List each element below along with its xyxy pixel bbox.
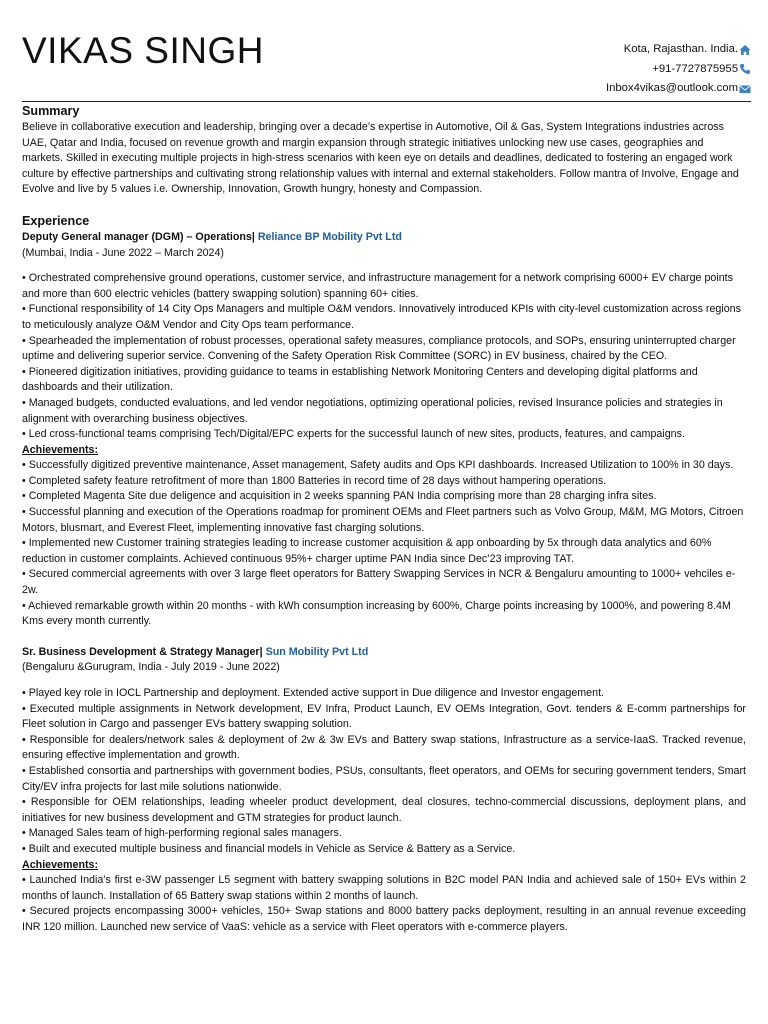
list-item: • Pioneered digitization initiatives, providing guidance to teams in establishing Network Monitoring Centers and developing digital platforms and dashboards and their utilization.	[22, 365, 698, 394]
location-text: Kota, Rajasthan. India.	[623, 43, 738, 55]
job-entry	[22, 230, 746, 630]
summary-text: Believe in collaborative execution and leadership, bringing over a decade’s expertise in Automotive, Oil & Gas, System Integrations industries across UAE, Qatar and India, focused on revenue growth and margin expansion through strategic initiatives unlocking new use cases, geographies and markets. Skilled in executing multiple projects in high-stress scenarios with keen eye on details and deadlines, dedicated to fostering an engaged work culture by effective partnerships and cultivating strong relationship values with internal and external stakeholders. Follow mantra of Involve, Engage and Evolve and live by 5 values i.e. Ownership, Innovation, Growth hungry, honesty and Compassion.	[22, 121, 739, 196]
job-header	[22, 230, 746, 246]
list-item: • Built and executed multiple business and financial models in Vehicle as Service & Battery as a Service.	[22, 842, 516, 855]
list-item: • Executed multiple assignments in Network development, EV Infra, Product Launch, EV OEMs Integration, Govt. tenders & E-comm partnerships for Fleet solution in Cargo and passenger EVs battery swapping solution.	[22, 702, 746, 731]
list-item: • Successful planning and execution of the Operations roadmap for prominent OEMs and Fleet partners such as Volvo Group, M&M, MG Motors, Citroen Motors, blusmart, and Everest Fleet, implementing innovative fast charging solutions.	[22, 506, 744, 534]
job-header	[22, 645, 746, 661]
achievements-label: Achievements:	[22, 858, 99, 871]
job-company: Sun Mobility Pvt Ltd	[265, 645, 369, 658]
job-role: Sr. Business Development & Strategy Manager|	[22, 645, 263, 658]
experience-heading: Experience	[22, 213, 90, 228]
phone-icon	[739, 63, 751, 75]
list-item: • Spearheaded the implementation of robust processes, operational safety measures, compliance protocols, and SOPs, ensuring uninterrupted charger uptime and delivering superior service. Convening of the Safety Operation Risk Committee (SORC) in EV business, chaired by the CEO.	[22, 334, 736, 363]
summary-heading: Summary	[22, 104, 80, 118]
phone-text: +91-7727875955	[652, 62, 738, 75]
list-item: • Functional responsibility of 14 City Ops Managers and multiple O&M vendors. Innovatively introduced KPIs with city-level customization across regions to meticulously analyze O&M Vendor and City Ops team performance.	[22, 303, 741, 331]
list-item: • Orchestrated comprehensive ground operations, customer service, and infrastructure management for a network comprising 6000+ EV charge points and more than 600 electric vehicles (battery swapping solution) spanning 60+ cities.	[22, 272, 733, 300]
list-item: • Successfully digitized preventive maintenance, Asset management, Safety audits and Ops KPI dashboards. Increased Utilization to 100% in 30 days.	[22, 459, 734, 472]
job-company: Reliance BP Mobility Pvt Ltd	[257, 230, 402, 243]
list-item: • Secured projects encompassing 3000+ vehicles, 150+ Swap stations and 8000 battery packs deployment, resulting in an annual revenue exceeding INR 120 million. Launched new service of VaaS: vehicle as a service with Fleet operators with e-commerce players.	[22, 905, 746, 933]
header-divider	[22, 101, 751, 102]
list-item: • Achieved remarkable growth within 20 months - with kWh consumption increasing by 600%, Charge points increasing by 1000%, and powering 8.4M Kms every month currently.	[22, 599, 731, 628]
list-item: • Secured commercial agreements with over 3 large fleet operators for Battery Swapping Services in NCR & Bengaluru amounting to 1000+ vehciles e-2w.	[22, 568, 736, 597]
list-item: • Implemented new Customer training strategies leading to increase customer acquisition & app onboarding by 5x through data analytics and 60% reduction in customer complaints. Achieved continuous 95%+ charger uptime PAN India since Dec’23 improving TAT.	[22, 537, 712, 565]
list-item: • Responsible for OEM relationships, leading wheeler product development, deal closures, techno-commercial discussions, deployment plans, and initiatives for new business development and GTM strategies for product launch.	[22, 796, 746, 824]
job-location-dates: (Mumbai, India - June 2022 – March 2024)	[22, 246, 224, 259]
list-item: • Managed budgets, conducted evaluations, and led vendor negotiations, optimizing operational policies, revised Insurance policies and strategies in alignment with overarching business objectives.	[22, 396, 723, 425]
email-text[interactable]: Inbox4vikas@outlook.com	[605, 82, 738, 94]
list-item: • Led cross-functional teams comprising Tech/Digital/EPC experts for the successful launch of new sites, products, features, and campaigns.	[22, 428, 685, 441]
mail-icon	[739, 83, 751, 95]
home-icon	[739, 44, 751, 56]
list-item: • Responsible for dealers/network sales & deployment of 2w & 3w EVs and Battery swap stations, Infrastructure as a service-IaaS. Tracked revenue, ensuring effective implementation and growth.	[22, 733, 746, 762]
list-item: • Launched India’s first e-3W passenger L5 segment with battery swapping solutions in B2C model PAN India and achieved sale of 150+ EVs within 2 months of launch. Installation of 65 Battery swap stations within 2 months of launch.	[22, 874, 746, 902]
list-item: • Completed safety feature retrofitment of more than 1800 Batteries in record time of 28 days without hampering operations.	[22, 474, 607, 487]
list-item: • Completed Magenta Site due deligence and acquisition in 2 weeks spanning PAN India comprising more than 28 charging infra sites.	[22, 490, 657, 503]
list-item: • Played key role in IOCL Partnership and deployment. Extended active support in Due diligence and Investor engagement.	[22, 687, 605, 699]
contact-phone	[606, 60, 751, 80]
list-item: • Managed Sales team of high-performing regional sales managers.	[22, 827, 342, 840]
contact-email	[606, 79, 751, 99]
job-role: Deputy General manager (DGM) – Operations|	[22, 230, 255, 243]
resume-body	[22, 103, 746, 936]
list-item: • Established consortia and partnerships with government bodies, PSUs, consultants, fleet operators, and OEMs for securing government tenders, Smart City/EV infra projects for last mile solutions nationwide.	[22, 764, 746, 793]
contact-block	[606, 40, 751, 99]
job-entry	[22, 645, 746, 936]
candidate-name: VIKAS SINGH	[22, 30, 264, 71]
achievements-label: Achievements:	[22, 443, 99, 456]
job-location-dates: (Bengaluru &Gurugram, India - July 2019 - June 2022)	[22, 661, 280, 674]
contact-location	[606, 40, 751, 60]
